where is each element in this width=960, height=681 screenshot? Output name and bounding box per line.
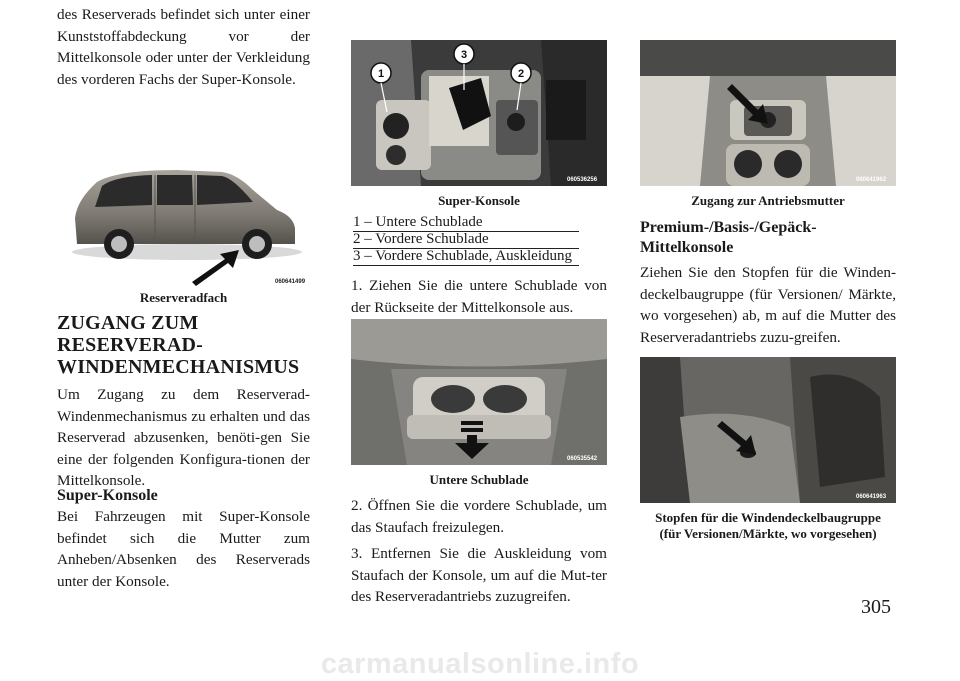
legend-item-3: 3 – Vordere Schublade, Auskleidung — [353, 249, 579, 266]
figure-super-console — [351, 40, 607, 186]
figure-code: 060641499 — [275, 279, 306, 285]
section-heading: ZUGANG ZUM RESERVERAD-WINDENMECHANISMUS — [57, 312, 300, 378]
step-3-paragraph: 3. Entfernen Sie die Auskleidung vom Staufach der Konsole, um auf die Mut-ter des Reserveradantriebs zuzugreifen. — [351, 545, 607, 605]
caption-super-console: Super-Konsole — [438, 193, 520, 208]
svg-text:1: 1 — [377, 68, 385, 80]
caption-drive-nut-access: Zugang zur Antriebsmutter — [691, 193, 845, 208]
figure-legend — [353, 215, 579, 266]
winch-cover-plug-photo — [640, 357, 896, 503]
step-2-paragraph: 2. Öffnen Sie die vordere Schublade, um das Staufach freizulegen. — [351, 497, 607, 536]
figure-drive-nut-access — [640, 40, 896, 186]
page-number: 305 — [861, 596, 891, 618]
figure-winch-cover-plug — [640, 357, 896, 503]
figure-code: 060536256 — [567, 177, 598, 183]
minivan-illustration — [57, 160, 310, 288]
svg-text:2: 2 — [517, 68, 525, 80]
caption-lower-drawer: Untere Schublade — [429, 472, 529, 487]
super-console-paragraph: Bei Fahrzeugen mit Super-Konsole befindet sich die Mutter zum Anheben/Absenken des Reserverads unter der Konsole. — [57, 508, 310, 590]
svg-text:3: 3 — [460, 49, 468, 61]
premium-console-paragraph: Ziehen Sie den Stopfen für die Winden-deckelbaugruppe (für Versionen/ Märkte, wo vorgesehen) ab, m auf die Mutter des Reserveradantriebs zuzu-greifen. — [640, 264, 896, 346]
watermark: carmanualsonline.info — [320, 648, 640, 680]
super-console-photo — [351, 40, 607, 186]
caption-winch-cover-plug: Stopfen für die Windendeckelbaugruppe (für Versionen/Märkte, wo vorgesehen) — [655, 510, 881, 541]
figure-lower-drawer — [351, 319, 607, 465]
legend-item-1: 1 – Untere Schublade — [353, 215, 579, 232]
intro-paragraph: des Reserverads befindet sich unter einer Kunststoffabdeckung vor der Mittelkonsole oder unter der Verkleidung des vorderen Fachs der Super-Konsole. — [57, 6, 310, 88]
figure-code: 060641963 — [856, 494, 887, 500]
lower-drawer-photo — [351, 319, 607, 465]
caption-spare-wheel-compartment: Reserveradfach — [139, 290, 228, 305]
step-1-paragraph: 1. Ziehen Sie die untere Schublade von der Rückseite der Mittelkonsole aus. — [351, 277, 607, 316]
premium-console-heading: Premium-/Basis-/Gepäck-Mittelkonsole — [640, 219, 817, 256]
legend-item-2: 2 – Vordere Schublade — [353, 232, 579, 249]
drive-nut-photo — [640, 40, 896, 186]
figure-code: 060535542 — [567, 456, 598, 462]
super-console-heading: Super-Konsole — [57, 487, 158, 504]
access-paragraph: Um Zugang zu dem Reserverad-Windenmechanismus zu erhalten und das Reserverad abzusenken, benöti-gen Sie eine der folgenden Konfigura-tionen der Mittelkonsole. — [57, 386, 310, 489]
figure-code: 060641962 — [856, 177, 887, 183]
figure-spare-wheel-compartment — [57, 160, 310, 288]
